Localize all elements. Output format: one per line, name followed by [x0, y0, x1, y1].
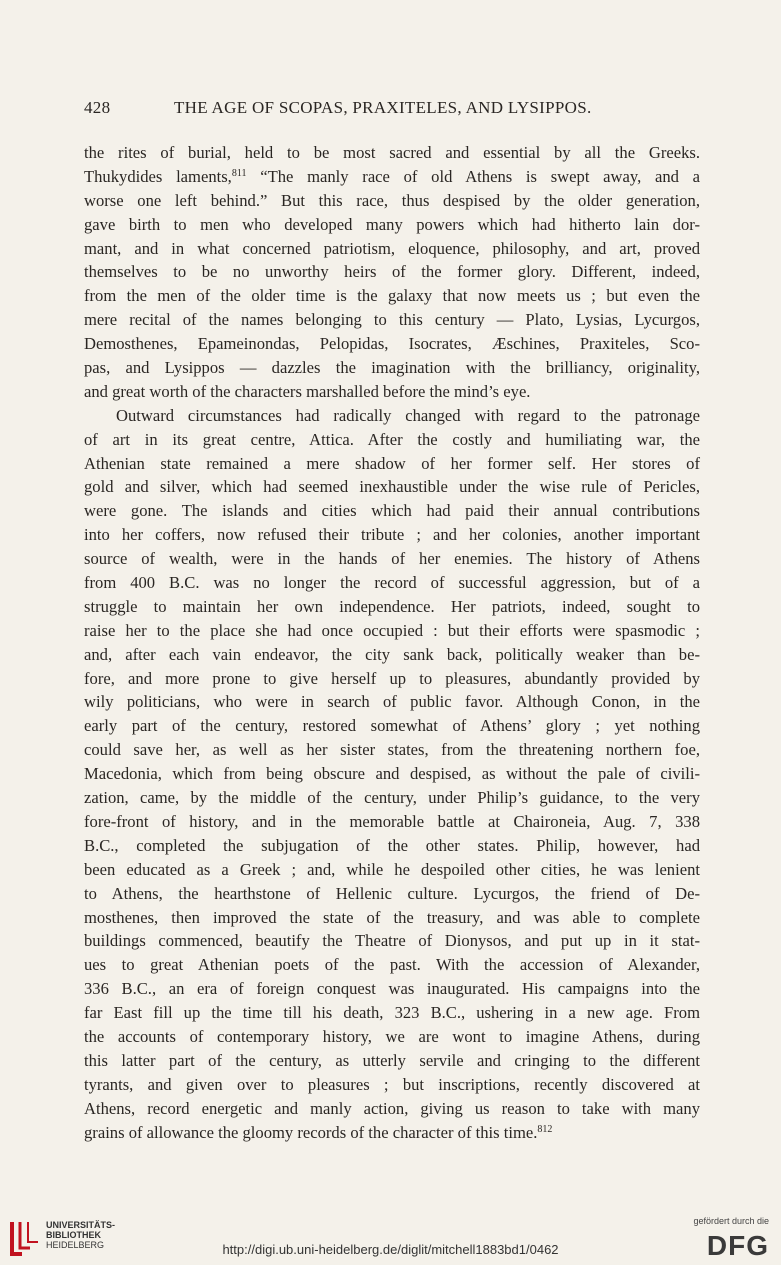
text-line [84, 356, 700, 380]
text-line-content: Athenian state remained a mere shadow of her former self. Her stores of [84, 453, 700, 473]
text-line [84, 404, 700, 428]
text-line-content: themselves to be no unworthy heirs of the former glory. Different, indeed, [84, 262, 700, 282]
text-line-content: the rites of burial, held to be most sacred and essential by all the Greeks. [84, 143, 700, 162]
footnote-reference: 812 [537, 1123, 553, 1135]
text-line [84, 189, 700, 213]
text-line [84, 523, 700, 547]
text-line [84, 213, 700, 237]
text-line-content: mosthenes, then improved the state of the treasury, and was able to complete [84, 907, 700, 927]
text-line [84, 906, 700, 930]
running-title: THE AGE OF SCOPAS, PRAXITELES, AND LYSIPPOS. [174, 98, 592, 117]
text-line-content: mere recital of the names belonging to this century — Plato, Lysias, Lycurgos, [84, 310, 700, 330]
text-line-content: the accounts of contemporary history, we are wont to imagine Athens, during [84, 1026, 700, 1046]
page-header [84, 98, 704, 122]
text-line [84, 643, 700, 667]
text-line-content: buildings commenced, beautify the Theatre of Dionysos, and put up in it stat- [84, 931, 700, 951]
text-line [84, 1049, 700, 1073]
body-text [84, 141, 700, 1144]
text-line [84, 452, 700, 476]
dfg-logo: DFG [706, 1230, 769, 1261]
text-line [84, 1001, 700, 1025]
text-line-content: worse one left behind.” But this race, thus despised by the older generation, [84, 190, 700, 210]
text-line [84, 141, 700, 165]
text-line-content: struggle to maintain her own independence. Her patriots, indeed, sought to [84, 596, 700, 616]
text-line-content: Demosthenes, Epameinondas, Pelopidas, Isocrates, Æschines, Praxiteles, Sco- [84, 334, 700, 354]
text-line-content: 336 B.C., an era of foreign conquest was inaugurated. His campaigns into the [84, 979, 700, 999]
text-line-content: tyrants, and given over to pleasures ; but inscriptions, recently discovered at [84, 1074, 700, 1094]
text-line-content: gold and silver, which had seemed inexhaustible under the wise rule of Pericles, [84, 477, 700, 497]
footnote-reference: 811 [231, 167, 247, 179]
text-line [84, 595, 700, 619]
text-line-content: Macedonia, which from being obscure and despised, as without the pale of civili- [84, 764, 700, 784]
text-line [84, 260, 700, 284]
text-line [84, 690, 700, 714]
page-number: 428 [84, 98, 111, 117]
text-line [84, 929, 700, 953]
text-line [84, 1025, 700, 1049]
text-line-content: Thukydides laments, [84, 166, 232, 186]
text-line-content: from the men of the older time is the galaxy that now meets us ; but even the [84, 286, 700, 306]
text-line-content: to Athens, the hearthstone of Hellenic culture. Lycurgos, the friend of De- [84, 883, 700, 903]
text-line-content: pas, and Lysippos — dazzles the imagination with the brilliancy, originality, [84, 358, 700, 378]
text-line-content: been educated as a Greek ; and, while he despoiled other cities, he was lenient [84, 859, 700, 879]
text-line-content: grains of allowance the gloomy records of the character of this time. [84, 1122, 538, 1142]
text-line [84, 977, 700, 1001]
text-line-content: were gone. The islands and cities which had paid their annual contributions [84, 501, 700, 521]
text-line-content: and, after each vain endeavor, the city sank back, politically weaker than be- [84, 644, 700, 664]
text-line [84, 499, 700, 523]
text-line [84, 165, 700, 189]
text-line [84, 619, 700, 643]
text-line [84, 1097, 700, 1121]
text-line [84, 714, 700, 738]
text-line [84, 953, 700, 977]
text-line-content: Athens, record energetic and manly action, giving us reason to take with many [84, 1098, 700, 1118]
text-line [84, 571, 700, 595]
text-line-content: of art in its great centre, Attica. After the costly and humiliating war, the [84, 429, 700, 449]
text-line-content: mant, and in what concerned patriotism, eloquence, philosophy, and art, proved [84, 238, 700, 258]
text-line [84, 667, 700, 691]
text-line [84, 475, 700, 499]
text-line-content: from 400 B.C. was no longer the record of successful aggression, but of a [84, 573, 700, 593]
library-line-3: HEIDELBERG [46, 1240, 105, 1250]
text-line [84, 738, 700, 762]
text-line [84, 332, 700, 356]
text-line-content: this latter part of the century, as utterly servile and cringing to the different [84, 1050, 700, 1070]
text-line [84, 237, 700, 261]
text-line-content: fore, and more prone to give herself up to pleasures, abundantly provided by [84, 668, 700, 688]
text-line-content: into her coffers, now refused their tribute ; and her colonies, another important [84, 525, 700, 545]
text-line-content: zation, came, by the middle of the century, under Philip’s guidance, to the very [84, 788, 700, 808]
text-line [84, 284, 700, 308]
text-line [84, 308, 700, 332]
text-line-content: raise her to the place she had once occupied : but their efforts were spasmodic ; [84, 620, 700, 640]
text-line-content: B.C., completed the subjugation of the other states. Philip, however, had [84, 835, 700, 855]
text-line-content: source of wealth, were in the hands of her enemies. The history of Athens [84, 549, 700, 569]
text-line [84, 1073, 700, 1097]
text-line-content: far East fill up the time till his death, 323 B.C., ushering in a new age. From [84, 1003, 700, 1023]
text-line [84, 786, 700, 810]
text-line-content: fore-front of history, and in the memorable battle at Chaironeia, Aug. 7, 338 [84, 811, 700, 831]
text-line-content: wily politicians, who were in search of public favor. Although Conon, in the [84, 692, 700, 712]
text-line-content: and great worth of the characters marshalled before the mind’s eye. [84, 381, 531, 401]
text-line [84, 810, 700, 834]
text-line [84, 882, 700, 906]
text-line [84, 547, 700, 571]
text-line-content: early part of the century, restored somewhat of Athens’ glory ; yet nothing [84, 716, 700, 736]
text-line-content: could save her, as well as her sister states, from the threatening northern foe, [84, 740, 700, 760]
text-line [84, 380, 700, 404]
source-url-link[interactable]: http://digi.ub.uni-heidelberg.de/diglit/mitchell1883bd1/0462 [222, 1242, 559, 1257]
library-line-2: BIBLIOTHEK [46, 1230, 101, 1240]
text-line [84, 858, 700, 882]
funder-caption: gefördert durch die [693, 1216, 769, 1226]
text-line [84, 834, 700, 858]
text-line-continuation: “The manly race of old Athens is swept away, and a [246, 166, 701, 186]
text-line [84, 428, 700, 452]
text-line-content: ues to great Athenian poets of the past. With the accession of Alexander, [84, 955, 700, 975]
text-line-content: Outward circumstances had radically changed with regard to the patronage [116, 405, 700, 425]
library-line-1: UNIVERSITÄTS- [46, 1220, 116, 1230]
text-line [84, 1121, 700, 1145]
text-line-content: gave birth to men who developed many powers which had hitherto lain dor- [84, 214, 700, 234]
text-line [84, 762, 700, 786]
